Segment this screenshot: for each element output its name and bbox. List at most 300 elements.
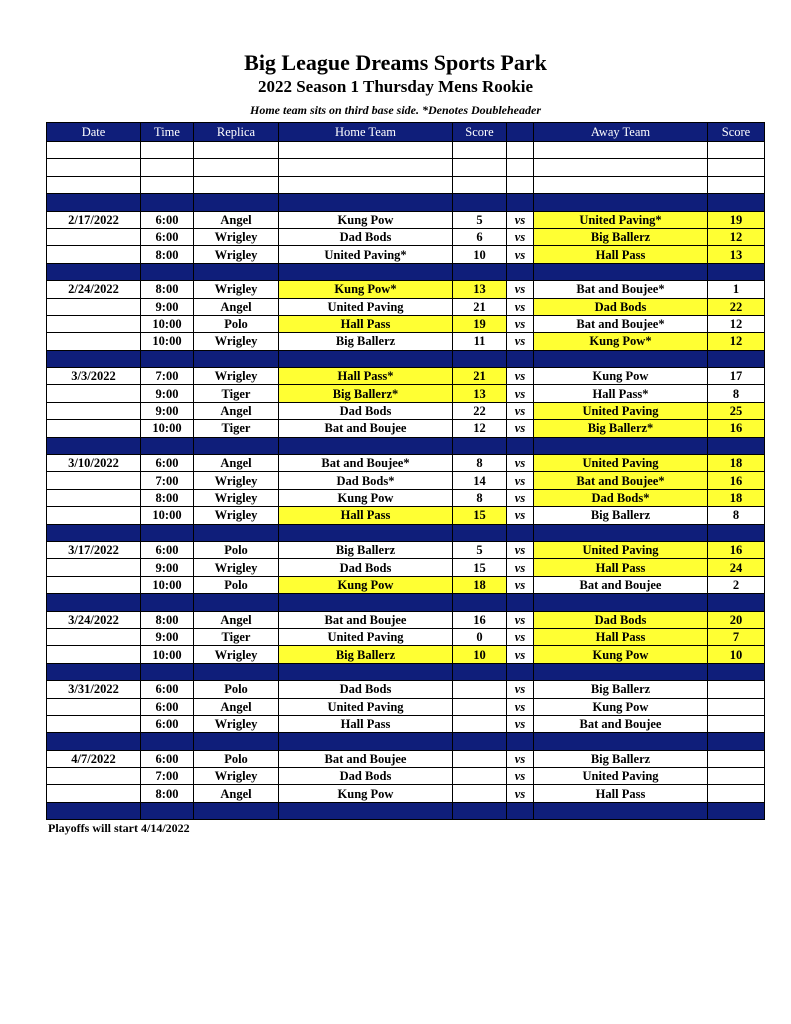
home-score-cell xyxy=(453,681,507,698)
home-score-cell xyxy=(453,698,507,715)
blank-cell xyxy=(708,142,765,159)
schedule-note: Home team sits on third base side. *Denotes Doubleheader xyxy=(250,103,541,117)
vs-cell: vs xyxy=(507,628,534,645)
separator-cell xyxy=(708,663,765,680)
date-cell: 4/7/2022 xyxy=(47,750,141,767)
separator-cell xyxy=(141,594,194,611)
separator-cell xyxy=(453,524,507,541)
separator-cell xyxy=(708,733,765,750)
date-cell xyxy=(47,385,141,402)
separator-cell xyxy=(534,263,708,280)
time-cell: 10:00 xyxy=(141,315,194,332)
date-cell xyxy=(47,228,141,245)
game-row xyxy=(47,472,765,489)
home-score-cell xyxy=(453,768,507,785)
week-separator-row xyxy=(47,594,765,611)
game-row xyxy=(47,628,765,645)
date-cell: 3/31/2022 xyxy=(47,681,141,698)
separator-cell xyxy=(47,802,141,819)
separator-cell xyxy=(47,594,141,611)
separator-cell xyxy=(507,350,534,367)
time-cell: 7:00 xyxy=(141,368,194,385)
separator-cell xyxy=(534,802,708,819)
date-cell xyxy=(47,315,141,332)
separator-cell xyxy=(507,594,534,611)
vs-cell: vs xyxy=(507,472,534,489)
vs-cell: vs xyxy=(507,646,534,663)
field-cell: Polo xyxy=(194,541,279,558)
home-score-cell: 15 xyxy=(453,559,507,576)
time-cell: 9:00 xyxy=(141,559,194,576)
separator-cell xyxy=(708,802,765,819)
col-away-team: Away Team xyxy=(534,123,708,142)
time-cell: 6:00 xyxy=(141,681,194,698)
home-score-cell: 10 xyxy=(453,246,507,263)
col-vs xyxy=(507,123,534,142)
game-row xyxy=(47,489,765,506)
away-score-cell: 16 xyxy=(708,472,765,489)
away-score-cell: 8 xyxy=(708,507,765,524)
col-replica: Replica xyxy=(194,123,279,142)
col-home-score: Score xyxy=(453,123,507,142)
separator-cell xyxy=(194,350,279,367)
away-team-cell: Big Ballerz xyxy=(534,681,708,698)
date-cell xyxy=(47,472,141,489)
away-team-cell: Big Ballerz xyxy=(534,750,708,767)
away-team-cell: Hall Pass xyxy=(534,785,708,802)
date-cell: 2/24/2022 xyxy=(47,281,141,298)
blank-cell xyxy=(507,159,534,176)
home-score-cell: 8 xyxy=(453,455,507,472)
away-team-cell: Bat and Boujee* xyxy=(534,315,708,332)
blank-cell xyxy=(534,159,708,176)
time-cell: 6:00 xyxy=(141,455,194,472)
game-row xyxy=(47,576,765,593)
time-cell: 10:00 xyxy=(141,507,194,524)
away-score-cell: 13 xyxy=(708,246,765,263)
field-cell: Tiger xyxy=(194,628,279,645)
home-score-cell: 5 xyxy=(453,211,507,228)
home-team-cell: Dad Bods xyxy=(279,681,453,698)
separator-cell xyxy=(141,524,194,541)
game-row xyxy=(47,333,765,350)
date-cell xyxy=(47,246,141,263)
date-cell xyxy=(47,402,141,419)
separator-cell xyxy=(708,524,765,541)
game-row xyxy=(47,507,765,524)
home-score-cell: 5 xyxy=(453,541,507,558)
vs-cell: vs xyxy=(507,402,534,419)
separator-cell xyxy=(534,350,708,367)
away-team-cell: United Paving xyxy=(534,455,708,472)
home-team-cell: Big Ballerz* xyxy=(279,385,453,402)
date-cell xyxy=(47,698,141,715)
home-team-cell: United Paving xyxy=(279,698,453,715)
separator-cell xyxy=(47,524,141,541)
game-row xyxy=(47,698,765,715)
separator-cell xyxy=(141,350,194,367)
blank-cell xyxy=(279,176,453,193)
separator-cell xyxy=(141,663,194,680)
playoffs-note: Playoffs will start 4/14/2022 xyxy=(48,821,190,835)
game-row xyxy=(47,298,765,315)
home-team-cell: Kung Pow xyxy=(279,211,453,228)
field-cell: Wrigley xyxy=(194,715,279,732)
away-team-cell: Hall Pass* xyxy=(534,385,708,402)
field-cell: Angel xyxy=(194,698,279,715)
field-cell: Wrigley xyxy=(194,472,279,489)
separator-cell xyxy=(453,594,507,611)
separator-cell xyxy=(279,263,453,280)
date-cell: 3/17/2022 xyxy=(47,541,141,558)
vs-cell: vs xyxy=(507,611,534,628)
separator-cell xyxy=(279,663,453,680)
game-row xyxy=(47,368,765,385)
schedule-body xyxy=(47,142,765,820)
away-score-cell: 8 xyxy=(708,385,765,402)
date-cell: 3/24/2022 xyxy=(47,611,141,628)
date-cell xyxy=(47,785,141,802)
home-team-cell: Dad Bods xyxy=(279,228,453,245)
home-team-cell: Dad Bods xyxy=(279,559,453,576)
blank-cell xyxy=(194,159,279,176)
separator-cell xyxy=(279,194,453,211)
away-team-cell: Big Ballerz* xyxy=(534,420,708,437)
time-cell: 9:00 xyxy=(141,402,194,419)
blank-cell xyxy=(507,142,534,159)
separator-cell xyxy=(507,733,534,750)
field-cell: Wrigley xyxy=(194,333,279,350)
field-cell: Polo xyxy=(194,315,279,332)
vs-cell: vs xyxy=(507,559,534,576)
blank-cell xyxy=(194,176,279,193)
separator-cell xyxy=(453,194,507,211)
home-team-cell: Big Ballerz xyxy=(279,333,453,350)
game-row xyxy=(47,420,765,437)
week-separator-row xyxy=(47,733,765,750)
separator-cell xyxy=(194,437,279,454)
time-cell: 6:00 xyxy=(141,698,194,715)
vs-cell: vs xyxy=(507,455,534,472)
separator-cell xyxy=(47,733,141,750)
separator-cell xyxy=(534,194,708,211)
game-row xyxy=(47,211,765,228)
time-cell: 7:00 xyxy=(141,472,194,489)
blank-cell xyxy=(507,176,534,193)
game-row xyxy=(47,559,765,576)
separator-cell xyxy=(708,263,765,280)
away-team-cell: Bat and Boujee* xyxy=(534,472,708,489)
vs-cell: vs xyxy=(507,715,534,732)
field-cell: Tiger xyxy=(194,385,279,402)
blank-cell xyxy=(708,159,765,176)
separator-cell xyxy=(507,802,534,819)
field-cell: Angel xyxy=(194,455,279,472)
date-cell xyxy=(47,298,141,315)
time-cell: 10:00 xyxy=(141,576,194,593)
away-score-cell xyxy=(708,698,765,715)
separator-cell xyxy=(507,194,534,211)
week-separator-row xyxy=(47,663,765,680)
separator-cell xyxy=(194,524,279,541)
away-score-cell: 20 xyxy=(708,611,765,628)
home-team-cell: Bat and Boujee xyxy=(279,420,453,437)
home-score-cell: 11 xyxy=(453,333,507,350)
separator-cell xyxy=(279,524,453,541)
separator-cell xyxy=(47,350,141,367)
blank-cell xyxy=(453,159,507,176)
field-cell: Angel xyxy=(194,298,279,315)
time-cell: 8:00 xyxy=(141,489,194,506)
game-row xyxy=(47,611,765,628)
home-team-cell: Hall Pass* xyxy=(279,368,453,385)
time-cell: 8:00 xyxy=(141,785,194,802)
away-team-cell: United Paving xyxy=(534,541,708,558)
separator-cell xyxy=(708,437,765,454)
home-team-cell: Big Ballerz xyxy=(279,646,453,663)
time-cell: 6:00 xyxy=(141,211,194,228)
vs-cell: vs xyxy=(507,576,534,593)
vs-cell: vs xyxy=(507,333,534,350)
vs-cell: vs xyxy=(507,507,534,524)
away-team-cell: Dad Bods xyxy=(534,298,708,315)
home-score-cell xyxy=(453,785,507,802)
col-time: Time xyxy=(141,123,194,142)
separator-cell xyxy=(453,663,507,680)
field-cell: Polo xyxy=(194,750,279,767)
week-separator-row xyxy=(47,350,765,367)
separator-cell xyxy=(708,594,765,611)
blank-cell xyxy=(708,176,765,193)
blank-cell xyxy=(453,176,507,193)
away-team-cell: United Paving xyxy=(534,768,708,785)
separator-cell xyxy=(279,437,453,454)
time-cell: 10:00 xyxy=(141,333,194,350)
home-team-cell: Kung Pow xyxy=(279,576,453,593)
away-score-cell: 12 xyxy=(708,315,765,332)
away-team-cell: Kung Pow xyxy=(534,698,708,715)
home-team-cell: United Paving xyxy=(279,298,453,315)
separator-cell xyxy=(141,194,194,211)
away-team-cell: Dad Bods* xyxy=(534,489,708,506)
time-cell: 6:00 xyxy=(141,541,194,558)
home-team-cell: United Paving xyxy=(279,628,453,645)
field-cell: Wrigley xyxy=(194,281,279,298)
week-separator-row xyxy=(47,524,765,541)
game-row xyxy=(47,385,765,402)
time-cell: 9:00 xyxy=(141,298,194,315)
away-team-cell: Kung Pow xyxy=(534,646,708,663)
home-score-cell: 6 xyxy=(453,228,507,245)
away-team-cell: United Paving* xyxy=(534,211,708,228)
col-home-team: Home Team xyxy=(279,123,453,142)
week-separator-row xyxy=(47,263,765,280)
field-cell: Polo xyxy=(194,681,279,698)
blank-row xyxy=(47,176,765,193)
page-subtitle: 2022 Season 1 Thursday Mens Rookie xyxy=(257,77,534,96)
away-team-cell: Bat and Boujee* xyxy=(534,281,708,298)
away-team-cell: United Paving xyxy=(534,402,708,419)
separator-cell xyxy=(708,194,765,211)
vs-cell: vs xyxy=(507,768,534,785)
separator-cell xyxy=(279,594,453,611)
separator-cell xyxy=(507,263,534,280)
away-score-cell xyxy=(708,715,765,732)
separator-cell xyxy=(279,350,453,367)
away-score-cell: 18 xyxy=(708,455,765,472)
time-cell: 9:00 xyxy=(141,628,194,645)
date-cell xyxy=(47,646,141,663)
home-team-cell: Kung Pow xyxy=(279,785,453,802)
game-row xyxy=(47,541,765,558)
home-score-cell: 13 xyxy=(453,281,507,298)
home-team-cell: Bat and Boujee* xyxy=(279,455,453,472)
home-team-cell: Kung Pow xyxy=(279,489,453,506)
away-team-cell: Hall Pass xyxy=(534,246,708,263)
separator-cell xyxy=(507,663,534,680)
away-score-cell: 25 xyxy=(708,402,765,419)
separator-cell xyxy=(47,263,141,280)
away-score-cell: 1 xyxy=(708,281,765,298)
home-score-cell: 14 xyxy=(453,472,507,489)
time-cell: 10:00 xyxy=(141,420,194,437)
blank-cell xyxy=(453,142,507,159)
date-cell xyxy=(47,576,141,593)
home-team-cell: Big Ballerz xyxy=(279,541,453,558)
field-cell: Wrigley xyxy=(194,368,279,385)
field-cell: Polo xyxy=(194,576,279,593)
vs-cell: vs xyxy=(507,228,534,245)
separator-cell xyxy=(279,733,453,750)
game-row xyxy=(47,281,765,298)
game-row xyxy=(47,246,765,263)
separator-cell xyxy=(708,350,765,367)
field-cell: Wrigley xyxy=(194,246,279,263)
game-row xyxy=(47,455,765,472)
time-cell: 8:00 xyxy=(141,611,194,628)
away-score-cell: 16 xyxy=(708,420,765,437)
away-score-cell: 22 xyxy=(708,298,765,315)
separator-cell xyxy=(194,263,279,280)
away-score-cell: 18 xyxy=(708,489,765,506)
game-row xyxy=(47,715,765,732)
home-team-cell: Bat and Boujee xyxy=(279,611,453,628)
away-team-cell: Bat and Boujee xyxy=(534,576,708,593)
separator-cell xyxy=(194,733,279,750)
home-score-cell: 22 xyxy=(453,402,507,419)
page-title: Big League Dreams Sports Park xyxy=(244,50,547,75)
vs-cell: vs xyxy=(507,750,534,767)
time-cell: 8:00 xyxy=(141,246,194,263)
away-team-cell: Big Ballerz xyxy=(534,507,708,524)
vs-cell: vs xyxy=(507,368,534,385)
separator-cell xyxy=(453,802,507,819)
separator-cell xyxy=(534,663,708,680)
separator-cell xyxy=(279,802,453,819)
field-cell: Angel xyxy=(194,785,279,802)
date-cell xyxy=(47,715,141,732)
away-team-cell: Dad Bods xyxy=(534,611,708,628)
field-cell: Angel xyxy=(194,211,279,228)
home-score-cell: 21 xyxy=(453,298,507,315)
away-score-cell: 17 xyxy=(708,368,765,385)
blank-cell xyxy=(141,142,194,159)
away-score-cell xyxy=(708,785,765,802)
home-team-cell: Dad Bods xyxy=(279,768,453,785)
separator-cell xyxy=(141,802,194,819)
away-score-cell xyxy=(708,681,765,698)
game-row xyxy=(47,785,765,802)
game-row xyxy=(47,681,765,698)
vs-cell: vs xyxy=(507,698,534,715)
blank-row xyxy=(47,159,765,176)
date-cell xyxy=(47,768,141,785)
game-row xyxy=(47,646,765,663)
away-score-cell: 12 xyxy=(708,228,765,245)
separator-cell xyxy=(194,194,279,211)
time-cell: 6:00 xyxy=(141,715,194,732)
week-separator-row xyxy=(47,802,765,819)
home-team-cell: Hall Pass xyxy=(279,315,453,332)
blank-cell xyxy=(47,142,141,159)
field-cell: Wrigley xyxy=(194,646,279,663)
time-cell: 7:00 xyxy=(141,768,194,785)
home-team-cell: Kung Pow* xyxy=(279,281,453,298)
separator-cell xyxy=(194,663,279,680)
game-row xyxy=(47,402,765,419)
week-separator-row xyxy=(47,194,765,211)
week-separator-row xyxy=(47,437,765,454)
vs-cell: vs xyxy=(507,315,534,332)
away-score-cell: 12 xyxy=(708,333,765,350)
home-score-cell: 13 xyxy=(453,385,507,402)
date-cell xyxy=(47,559,141,576)
home-score-cell: 10 xyxy=(453,646,507,663)
game-row xyxy=(47,768,765,785)
field-cell: Wrigley xyxy=(194,228,279,245)
blank-cell xyxy=(534,176,708,193)
separator-cell xyxy=(47,663,141,680)
date-cell xyxy=(47,420,141,437)
table-header-row xyxy=(47,123,765,142)
home-team-cell: Dad Bods* xyxy=(279,472,453,489)
separator-cell xyxy=(453,437,507,454)
col-date: Date xyxy=(47,123,141,142)
home-score-cell: 15 xyxy=(453,507,507,524)
separator-cell xyxy=(141,263,194,280)
away-score-cell: 7 xyxy=(708,628,765,645)
separator-cell xyxy=(194,594,279,611)
vs-cell: vs xyxy=(507,246,534,263)
field-cell: Wrigley xyxy=(194,507,279,524)
vs-cell: vs xyxy=(507,385,534,402)
date-cell xyxy=(47,628,141,645)
time-cell: 6:00 xyxy=(141,228,194,245)
separator-cell xyxy=(141,733,194,750)
away-score-cell xyxy=(708,768,765,785)
date-cell: 3/10/2022 xyxy=(47,455,141,472)
blank-cell xyxy=(534,142,708,159)
home-score-cell: 21 xyxy=(453,368,507,385)
game-row xyxy=(47,315,765,332)
separator-cell xyxy=(507,437,534,454)
vs-cell: vs xyxy=(507,420,534,437)
field-cell: Tiger xyxy=(194,420,279,437)
away-team-cell: Hall Pass xyxy=(534,559,708,576)
date-cell xyxy=(47,507,141,524)
field-cell: Wrigley xyxy=(194,559,279,576)
date-cell xyxy=(47,489,141,506)
